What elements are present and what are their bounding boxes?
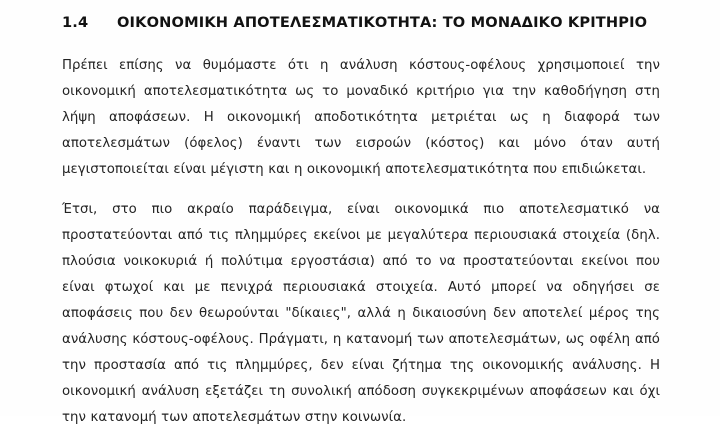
document-content [62,14,660,431]
body-paragraph-1: Πρέπει επίσης να θυμόμαστε ότι η ανάλυση κόστους-οφέλους χρησιμοποιεί την οικονομική αποτελεσματικότητα ως το μοναδικό κριτήριο για την καθοδήγηση στη λήψη αποφάσεων. Η οικονομική αποδοτικότητα μετριέται ως η διαφορά των αποτελεσμάτων (όφελος) έναντι των εισροών (κόστος) και μόνο όταν αυτή μεγιστοποιείται είναι μέγιστη και η οικονομική αποτελεσματικότητα που επιδιώκεται. [62,58,660,177]
body-paragraph-2: Έτσι, στο πιο ακραίο παράδειγμα, είναι οικονομικά πιο αποτελεσματικό να προστατεύονται από τις πλημμύρες εκείνοι με μεγαλύτερα περιουσιακά στοιχεία (δηλ. πλούσια νοικοκυριά ή πολύτιμα εργοστάσια) από το να προστατεύονται εκείνοι που είναι φτωχοί και με πενιχρά περιουσιακά στοιχεία. Αυτό μπορεί να οδηγήσει σε αποφάσεις που δεν θεωρούνται "δίκαιες", αλλά η δικαιοσύνη δεν αποτελεί μέρος της ανάλυσης κόστους-οφέλους. Πράγματι, η κατανομή των αποτελεσμάτων, ως οφέλη από την προστασία από τις πλημμύρες, δεν είναι ζήτημα της οικονομικής ανάλυσης. Η οικονομική ανάλυση εξετάζει τη συνολική απόδοση συγκεκριμένων αποφάσεων και όχι την κατανομή των αποτελεσμάτων στην κοινωνία. [62,202,660,425]
section-heading [62,14,660,31]
section-number: 1.4 [62,14,89,31]
section-title: ΟΙΚΟΝΟΜΙΚΗ ΑΠΟΤΕΛΕΣΜΑΤΙΚΟΤΗΤΑ: ΤΟ ΜΟΝΑΔΙΚΟ ΚΡΙΤΗΡΙΟ [117,14,648,31]
